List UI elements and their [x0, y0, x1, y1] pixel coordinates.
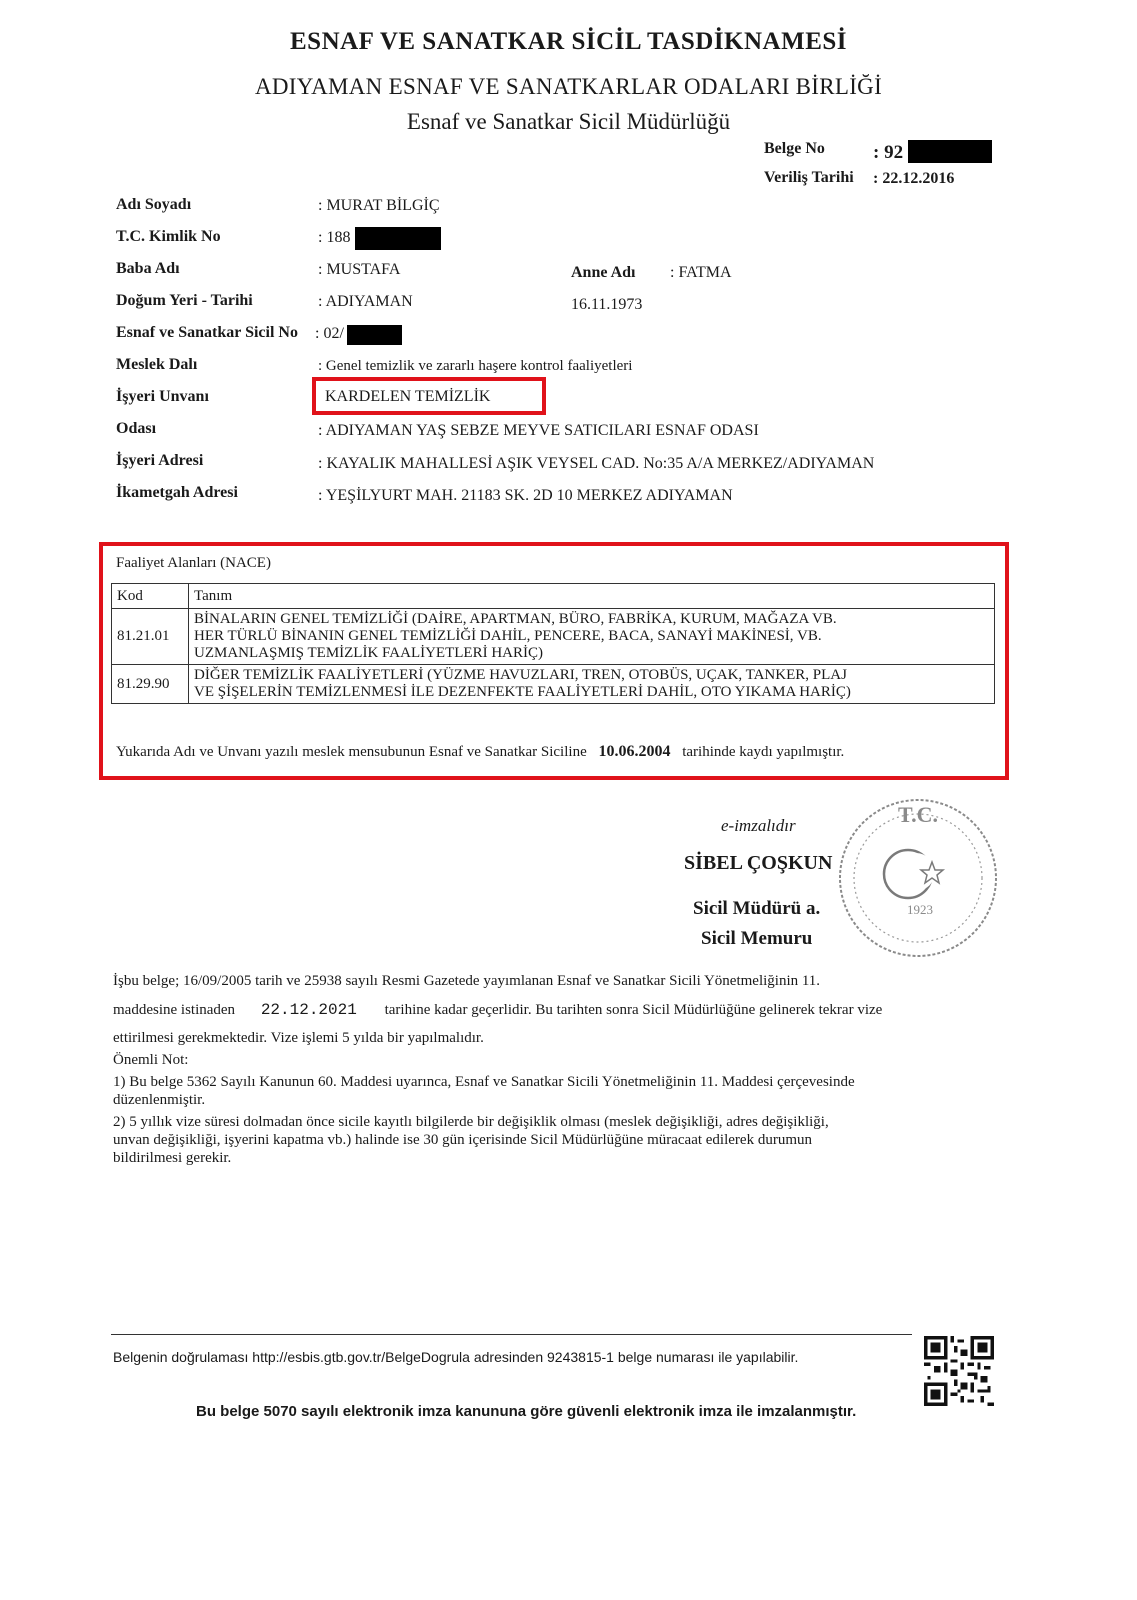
note-2-line-2: unvan değişikliği, işyerini kapatma vb.) halinde ise 30 gün içerisinde Sicil Müdürlüğüne müracaat edilerek durumun — [113, 1132, 812, 1148]
nace-code: 81.29.90 — [112, 665, 189, 704]
redaction-bar — [355, 227, 441, 250]
validity-line-2 — [113, 1001, 882, 1019]
anne-adi-label: Anne Adı — [571, 264, 636, 281]
dogum-label: Doğum Yeri - Tarihi — [116, 292, 253, 309]
nace-code: 81.21.01 — [112, 609, 189, 665]
nace-description-line: DİĞER TEMİZLİK FAALİYETLERİ (YÜZME HAVUZLARI, TREN, OTOBÜS, UÇAK, TANKER, PLAJ — [194, 667, 847, 683]
ikametgah-label: İkametgah Adresi — [116, 484, 238, 501]
sicil-no-label: Esnaf ve Sanatkar Sicil No — [116, 324, 298, 341]
department-name: Esnaf ve Sanatkar Sicil Müdürlüğü — [406, 109, 731, 134]
isyeri-adresi-value: : KAYALIK MAHALLESİ AŞIK VEYSEL CAD. No:35 A/A MERKEZ/ADIYAMAN — [318, 455, 875, 472]
note-2-line-3: bildirilmesi gerekir. — [113, 1150, 232, 1166]
belge-no-value: : 92 — [873, 142, 904, 163]
odasi-label: Odası — [116, 420, 157, 437]
note-2-line-1: 2) 5 yıllık vize süresi dolmadan önce sicile kayıtlı bilgilerde bir değişiklik olması (meslek değişikliği, adres değişikliği, — [113, 1114, 829, 1130]
column-header-tanim: Tanım — [189, 584, 995, 609]
table-row — [112, 609, 995, 665]
isyeri-adresi-label: İşyeri Adresi — [116, 452, 204, 469]
qr-code-icon — [924, 1336, 994, 1406]
organization-name: ADIYAMAN ESNAF VE SANATKARLAR ODALARI BİRLİĞİ — [254, 74, 883, 99]
nace-section-title: Faaliyet Alanları (NACE) — [116, 555, 271, 571]
dogum-tarihi-value: 16.11.1973 — [571, 296, 643, 313]
anne-adi-value: : FATMA — [670, 264, 732, 281]
tc-kimlik-value: : 188 — [318, 229, 351, 246]
tc-kimlik-label: T.C. Kimlik No — [116, 228, 221, 245]
validity-text-post: tarihine kadar geçerlidir. Bu tarihten sonra Sicil Müdürlüğüne gelinerek tekrar vize — [384, 1002, 883, 1018]
note-1-line-1: 1) Bu belge 5362 Sayılı Kanunun 60. Maddesi uyarınca, Esnaf ve Sanatkar Sicili Yönetmeliğinin 11. Maddesi çerçevesinde — [113, 1074, 855, 1090]
adi-soyadi-label: Adı Soyadı — [116, 196, 192, 213]
meslek-dali-label: Meslek Dalı — [116, 356, 198, 373]
column-header-kod: Kod — [112, 584, 189, 609]
document-title: ESNAF VE SANATKAR SİCİL TASDİKNAMESİ — [289, 28, 848, 55]
nace-description-line: UZMANLAŞMIŞ TEMİZLİK FAALİYETLERİ HARİÇ) — [194, 645, 543, 661]
validity-text-pre: maddesine istinaden — [113, 1002, 236, 1018]
official-seal-icon — [830, 790, 1000, 970]
registration-date: 10.06.2004 — [598, 743, 671, 760]
dogum-yeri-value: : ADIYAMAN — [318, 293, 413, 310]
e-signature-note: e-imzalıdır — [721, 816, 796, 835]
nace-description — [189, 609, 995, 665]
redaction-bar — [347, 325, 402, 345]
isyeri-unvani-value: KARDELEN TEMİZLİK — [325, 388, 491, 405]
sicil-no-value: : 02/ — [315, 325, 344, 342]
redaction-bar — [908, 140, 992, 163]
table-header-row — [112, 584, 995, 609]
esignature-statement: Bu belge 5070 sayılı elektronik imza kanununa göre güvenli elektronik imza ile imzalanmıştır. — [196, 1403, 857, 1420]
nace-description — [189, 665, 995, 704]
footer-divider — [111, 1334, 912, 1335]
verilis-tarihi-label: Veriliş Tarihi — [764, 169, 854, 186]
baba-adi-value: : MUSTAFA — [318, 261, 401, 278]
validity-line-1: İşbu belge; 16/09/2005 tarih ve 25938 sayılı Resmi Gazetede yayımlanan Esnaf ve Sanatkar Sicili Yönetmeliğinin 11. — [113, 973, 821, 989]
validity-line-3: ettirilmesi gerekmektedir. Vize işlemi 5 yılda bir yapılmalıdır. — [113, 1030, 484, 1046]
nace-description-line: VE ŞİŞELERİN TEMİZLENMESİ İLE DEZENFEKTE FAALİYETLERİ DAHİL, OTO YIKAMA HARİÇ) — [194, 684, 851, 700]
registration-text-pre: Yukarıda Adı ve Unvanı yazılı meslek mensubunun Esnaf ve Sanatkar Siciline — [116, 744, 587, 760]
signatory-name: SİBEL ÇOŞKUN — [684, 852, 833, 874]
nace-table — [111, 583, 995, 704]
registration-statement — [116, 743, 844, 761]
note-1-line-2: düzenlenmiştir. — [113, 1092, 206, 1108]
baba-adi-label: Baba Adı — [116, 260, 180, 277]
verilis-tarihi-value: : 22.12.2016 — [873, 170, 955, 187]
validity-date: 22.12.2021 — [260, 1001, 357, 1019]
signatory-title-2: Sicil Memuru — [701, 928, 813, 949]
adi-soyadi-value: : MURAT BİLGİÇ — [318, 197, 440, 214]
seal-top-text: T.C. — [898, 802, 938, 827]
meslek-dali-value: : Genel temizlik ve zararlı haşere kontrol faaliyetleri — [318, 358, 633, 374]
belge-no-label: Belge No — [764, 140, 825, 157]
nace-description-line: HER TÜRLÜ BİNANIN GENEL TEMİZLİĞİ DAHİL, PENCERE, BACA, SANAYİ MAKİNESİ, VB. — [194, 628, 822, 644]
verification-note: Belgenin doğrulaması http://esbis.gtb.gov.tr/BelgeDogrula adresinden 9243815-1 belge numarası ile yapılabilir. — [113, 1349, 799, 1365]
signatory-title: Sicil Müdürü a. — [693, 898, 821, 919]
ikametgah-value: : YEŞİLYURT MAH. 21183 SK. 2D 10 MERKEZ ADIYAMAN — [318, 487, 733, 504]
odasi-value: : ADIYAMAN YAŞ SEBZE MEYVE SATICILARI ESNAF ODASI — [318, 422, 759, 439]
isyeri-unvani-label: İşyeri Unvanı — [116, 388, 209, 405]
nace-description-line: BİNALARIN GENEL TEMİZLİĞİ (DAİRE, APARTMAN, BÜRO, FABRİKA, KURUM, MAĞAZA VB. — [194, 611, 837, 627]
seal-year-text: 1923 — [907, 902, 933, 917]
important-note-heading: Önemli Not: — [113, 1052, 189, 1068]
registration-text-post: tarihinde kaydı yapılmıştır. — [682, 744, 845, 760]
table-row — [112, 665, 995, 704]
